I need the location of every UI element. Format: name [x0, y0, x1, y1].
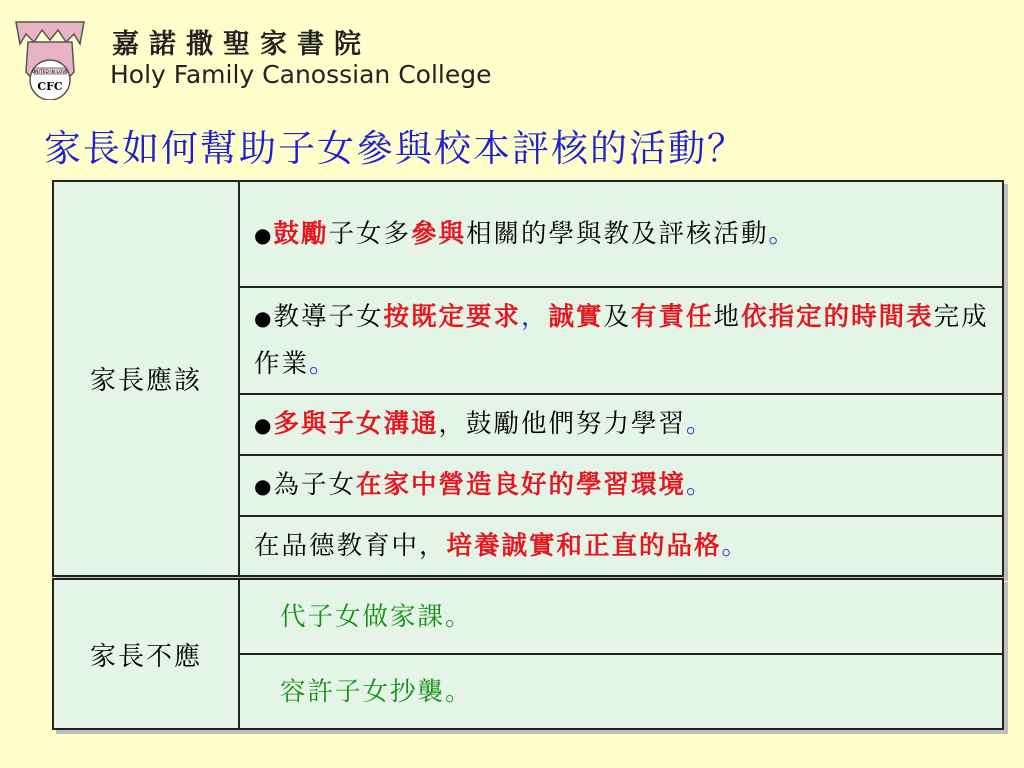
item-text: 地 — [713, 302, 742, 332]
item-text: 多與子女溝通 — [273, 409, 439, 439]
item-text: 容許子女抄襲。 — [280, 676, 473, 707]
item-text: 相關的學與教及評核活動 — [466, 218, 769, 249]
bullet-icon: ● — [254, 413, 274, 437]
should-not-item — [239, 654, 1003, 729]
item-text: 子女多 — [328, 218, 411, 249]
item-end-mark: 。 — [685, 470, 714, 500]
item-text: 完成作業 — [254, 302, 989, 379]
should-item — [239, 455, 1003, 516]
item-text: 教導子女 — [273, 302, 384, 332]
parents-should-not-table — [52, 578, 1004, 730]
svg-text:CFC: CFC — [37, 80, 63, 93]
table-row — [53, 181, 1003, 287]
item-text: 為子女 — [273, 470, 356, 500]
header — [0, 0, 1024, 110]
item-text: 代子女做家課。 — [280, 601, 473, 632]
school-logo-icon — [14, 14, 86, 100]
item-end-mark: 。 — [309, 349, 337, 379]
bullet-icon: ● — [254, 306, 274, 330]
item-end-mark: 。 — [721, 531, 750, 561]
school-name-chinese: 嘉諾撒聖家書院 — [112, 29, 371, 60]
item-end-mark: 。 — [768, 218, 797, 249]
should-item — [239, 181, 1003, 287]
table-row — [53, 579, 1003, 654]
parents-should-table — [52, 180, 1004, 577]
item-text: 誠實 — [548, 302, 604, 332]
item-text: 鼓勵 — [273, 218, 329, 249]
item-text: ，鼓勵他們努力學習 — [438, 409, 686, 439]
item-text: 參與 — [410, 218, 466, 249]
item-text: 在家中營造良好的學習環境 — [355, 470, 686, 500]
should-item — [239, 516, 1003, 576]
item-text: 在品德教育中， — [254, 531, 447, 561]
school-name-english: Holy Family Canossian College — [110, 60, 492, 89]
item-text: ， — [520, 302, 549, 332]
item-text: 依指定的時間表 — [741, 302, 934, 332]
bullet-icon: ● — [254, 222, 274, 247]
item-text: 培養誠實和正直的品格 — [446, 531, 722, 561]
item-text: 有責任 — [631, 302, 714, 332]
svg-text:UNITED IN LOVE: UNITED IN LOVE — [31, 70, 69, 75]
item-text: 及 — [603, 302, 632, 332]
page-title: 家長如何幫助子女參與校本評核的活動？ — [44, 127, 746, 170]
should-item — [239, 394, 1003, 455]
should-not-item — [239, 579, 1003, 654]
bullet-icon: ● — [254, 474, 274, 498]
row-label-should-not: 家長不應 — [53, 579, 239, 729]
row-label-should: 家長應該 — [53, 181, 239, 576]
should-item — [239, 287, 1003, 394]
item-end-mark: 。 — [685, 409, 714, 439]
item-text: 按既定要求 — [383, 302, 521, 332]
